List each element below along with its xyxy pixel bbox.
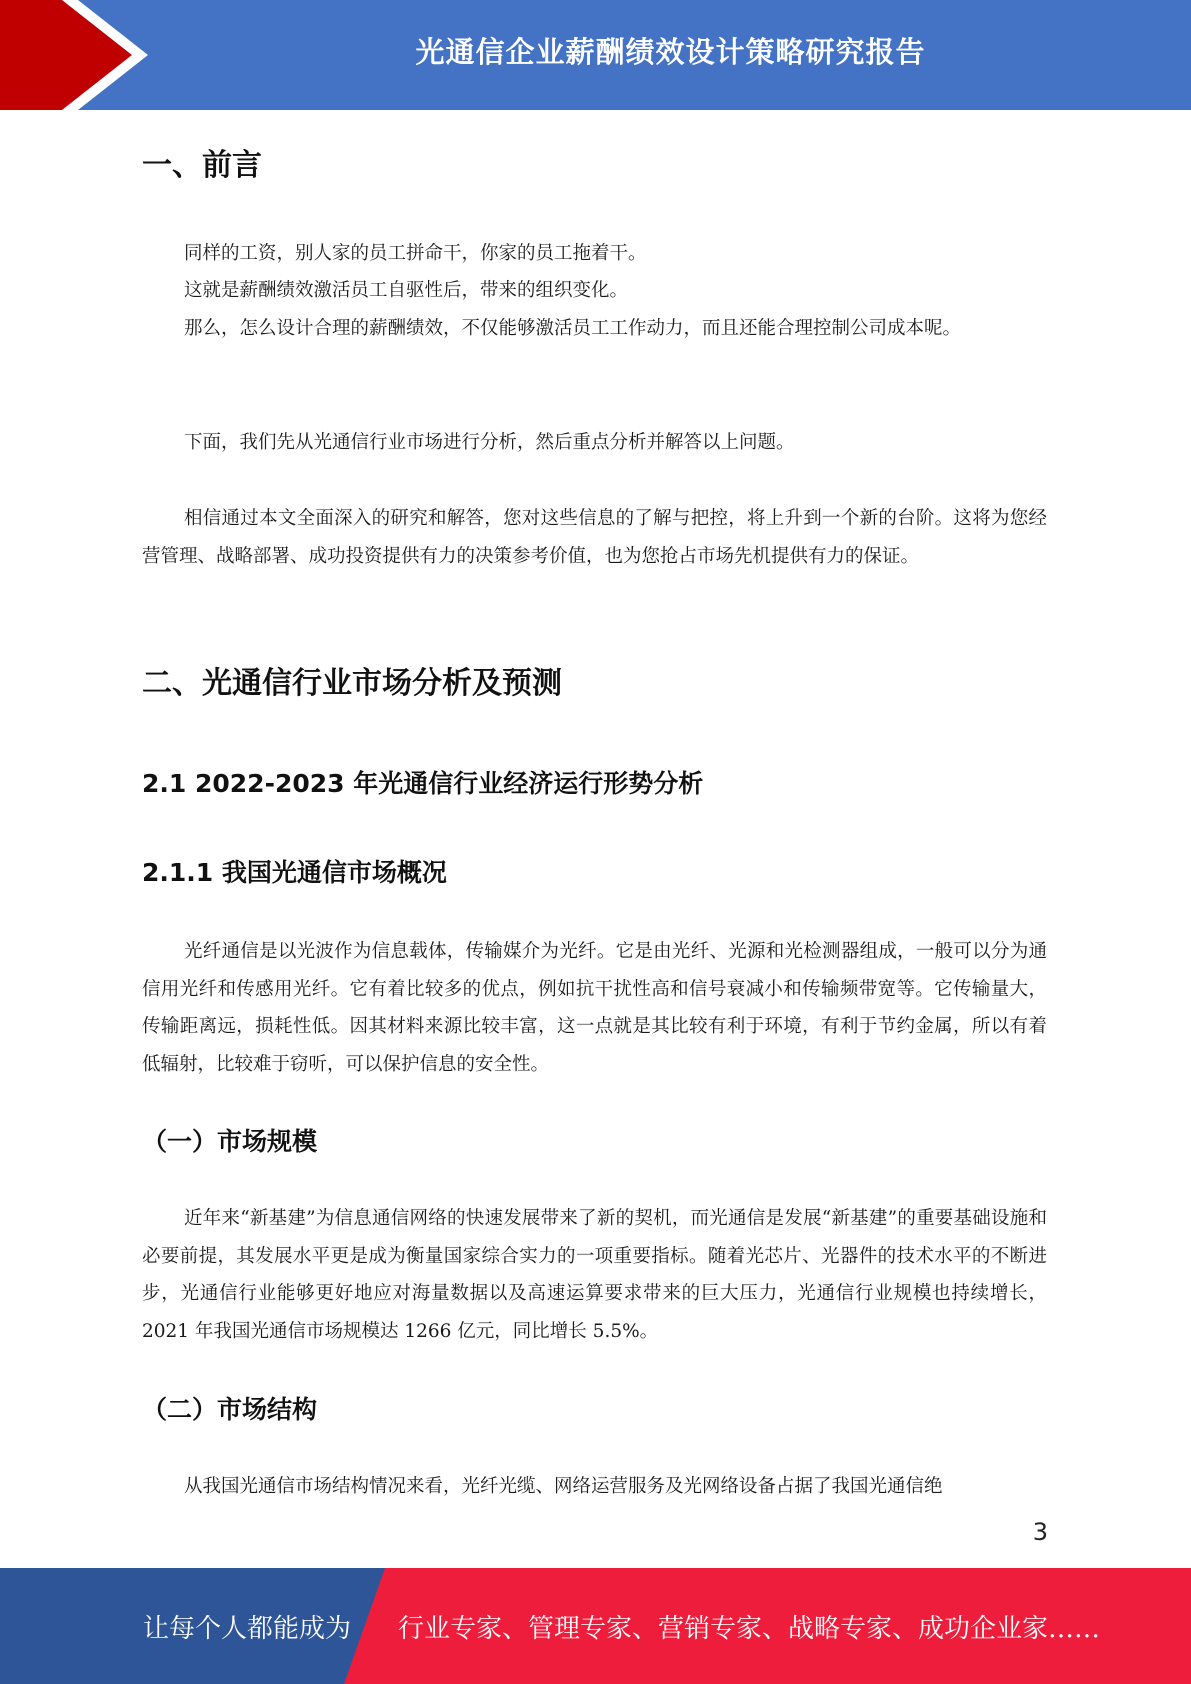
paragraph-market-structure: 从我国光通信市场结构情况来看，光纤光缆、网络运营服务及光网络设备占据了我国光通信绝 [184,1476,943,1497]
heading-2-1-1: 2.1.1 我国光通信市场概况 [142,858,447,887]
paragraph-preface-4: 下面，我们先从光通信行业市场进行分析，然后重点分析并解答以上问题。 [184,432,795,453]
paragraph-preface-3: 那么，怎么设计合理的薪酬绩效，不仅能够激活员工工作动力，而且还能合理控制公司成本呢。 [184,318,962,339]
footer-slogan-right: 行业专家、管理专家、营销专家、战略专家、成功企业家…… [398,1613,1101,1644]
document-title: 光通信企业薪酬绩效设计策略研究报告 [415,34,926,69]
footer-slogan-left: 让每个人都能成为 [143,1613,352,1644]
paragraph-preface-2: 这就是薪酬绩效激活员工自驱性后，带来的组织变化。 [184,280,629,301]
paragraph-preface-1: 同样的工资，别人家的员工拼命干，你家的员工拖着干。 [184,243,647,264]
paragraph-market-scale: 近年来“新基建”为信息通信网络的快速发展带来了新的契机，而光通信是发展“新基建”的重要基础设施和必要前提，其发展水平更是成为衡量国家综合实力的一项重要指标。随着光芯片、光器件的技术水平的不断进步，光通信行业能够更好地应对海量数据以及高速运算要求带来的巨大压力，光通信行业规模也持续增长，2021 年我国光通信市场规模达 1266 亿元，同比增长 5.5%。 [142,1208,1047,1342]
heading-market-structure: （二）市场结构 [142,1395,318,1424]
heading-market-scale: （一）市场规模 [142,1127,318,1156]
heading-market-analysis: 二、光通信行业市场分析及预测 [142,666,562,701]
heading-2-1: 2.1 2022-2023 年光通信行业经济运行形势分析 [142,769,704,798]
heading-preface: 一、前言 [142,148,262,183]
page-footer [0,1568,1191,1684]
red-chevron-block [0,0,132,110]
paragraph-market-overview: 光纤通信是以光波作为信息载体，传输媒介为光纤。它是由光纤、光源和光检测器组成，一般可以分为通信用光纤和传感用光纤。它有着比较多的优点，例如抗干扰性高和信号衰减小和传输频带宽等。它传输量大，传输距离远，损耗性低。因其材料来源比较丰富，这一点就是其比较有利于环境，有利于节约金属，所以有着低辐射，比较难于窃听，可以保护信息的安全性。 [142,941,1047,1075]
page-header [0,0,1191,110]
paragraph-preface-5: 相信通过本文全面深入的研究和解答，您对这些信息的了解与把控，将上升到一个新的台阶。这将为您经营管理、战略部署、成功投资提供有力的决策参考价值，也为您抢占市场先机提供有力的保证。 [142,508,1047,567]
page-number: 3 [1032,1518,1048,1546]
